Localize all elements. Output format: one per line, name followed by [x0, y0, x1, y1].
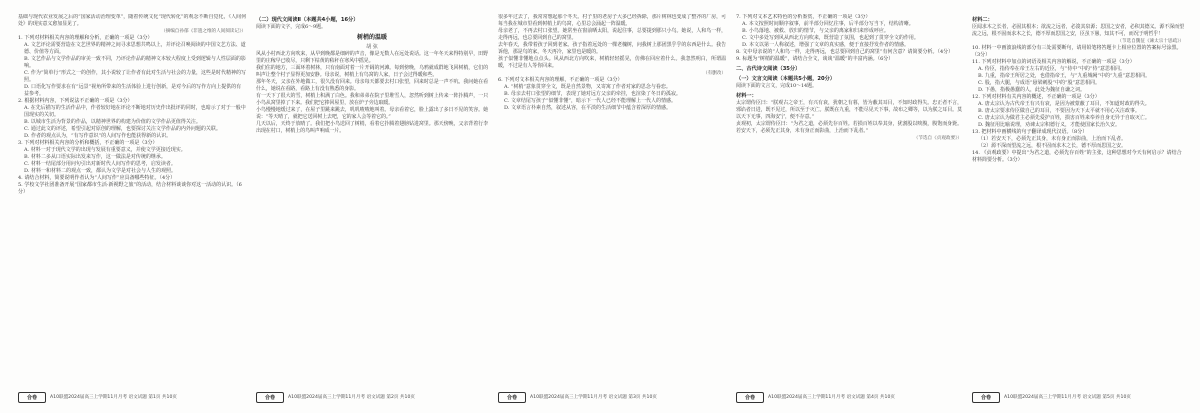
footer-text: A10联盟2024届高三上学期11月月考 语文试题 第3页 共10页 — [530, 395, 657, 400]
passage-paragraph: 那年冬天，父亲在外地做工，很久没有回来。母亲每天都要去村口张望，回来时总是一声不吭。我问她在看什么，她说在看路，看路上有没有熟悉的身影。 — [256, 79, 488, 92]
option-a: A. 文艺评论需要营造在文艺世界的精神之间寻求思想共鸣以上，并评论召唤阅读的中国文艺方法、道德、价值等方面。 — [24, 42, 246, 55]
section-heading: 二、古代诗文阅读（35分） — [736, 66, 801, 72]
option-d: D. 口语化写作要求在有“远景”视角所带来的生活体验上进行创新，是对今后的写作方向上提供的有益参考。 — [24, 84, 242, 97]
question-3: 3. 下列对材料相关内容的分析和概括，不正确的一项是（3分） — [18, 140, 158, 146]
footer-text: A10联盟2024届高三上学期11月月考 语文试题 第4页 共10页 — [768, 395, 895, 400]
option-c: C. 股，指大腿，与成语“悬梁刺股”中的“股”意思相同。 — [978, 80, 1101, 86]
page-footer — [972, 392, 1131, 402]
page-footer — [18, 392, 177, 402]
footer-text: A10联盟2024届高三上学期11月月考 语文试题 第1页 共10页 — [50, 395, 177, 400]
passage-title: 树梢的温暖 — [356, 34, 387, 41]
option-b: B. 以城市生活为背景的作品，以精神世界的构建为价值的文学作品更值得关注。 — [24, 119, 201, 125]
page-footer — [498, 392, 657, 402]
option-d: D. 文章语言朴素自然，叙述从容，在平淡的生活细节中蕴含着深厚的情感。 — [504, 105, 672, 111]
passage-paragraph: 孩子似懂非懂地点点头。风从西北方向吹来，树梢轻轻摇晃，仿佛在回应着什么。我忽然明白，所谓温暖，不过是有人等你回来。 — [498, 56, 726, 69]
option-c: C. 作为“简单行”形式之一的创作，其小说较了让作者有此对生活与社会的力量，这些是时代精神的写照。 — [24, 70, 246, 83]
passage-text: 基础与现代农业发展之后的“国家活动治理变革”，随着传统文化“现代转化”的观念不断自觉化，《人间何处》的现实意义愈加显见了。 — [18, 14, 246, 27]
exam-logo: 合卷 — [498, 392, 526, 403]
question-7: 7. 下列对文本艺术特色的分析鉴赏，不正确的一项是（3分） — [736, 14, 871, 20]
section-instruction: 阅读下面的文字，完成6～9题。 — [256, 24, 326, 30]
passage-paragraph: 有一天下了很大的雪，树梢上积满了白色。我和弟弟在院子里堆雪人，忽然听到树上传来一阵扑腾声，一只小鸟从窝里掉了下来。我们把它捧回屋里，放在炉子旁边取暖。 — [256, 93, 488, 106]
passage-paragraph: 很多年过去了，我常常想起那个冬天。村子里的老房子大多已经拆除，那片树林也变成了整齐的厂房，可每当我在城市里看到树梢上的鸟窝，心里总会涌起一阵温暖。 — [498, 14, 726, 27]
option-b: B. 小鸟落地、被救、放归的情节，与父亲的离家和归来形成呼应。 — [742, 28, 889, 34]
option-d: D. 材料一和材料二的观点一致，都认为文学是对社会与人生的观照。 — [24, 168, 177, 174]
question-6: 6. 下列对文本相关内容的理解，不正确的一项是（3分） — [498, 77, 623, 83]
question-12: 12. 下列对材料有关内容的概述，不正确的一项是（3分） — [972, 94, 1100, 100]
option-b: B. 母亲去村口张望的细节，表现了她对远方父亲的牵挂，也渲染了冬日的孤寂。 — [504, 91, 681, 97]
page-3 — [498, 14, 726, 390]
option-c: C. 材料一结尾部分用问句引出对新时代人间写作的思考，启发读者。 — [24, 161, 176, 167]
page-1 — [18, 14, 246, 390]
page-footer — [736, 392, 895, 402]
option-d: D. 作者的观点认为，“有写作意识”的人间写作也能获得新的认识。 — [24, 133, 172, 139]
passage-paragraph: 风从小村西北方向吹来，从早到晚都是细碎的声音，像是无数人在远处说话。这一年冬天来得特别早，田野里的庄稼早已收尽，只剩下枯黄的秸秆在寒风中摇晃。 — [256, 51, 488, 64]
option-a: A. “树梢”意象贯穿全文，既是自然景物，又寄寓了作者对家的思念与眷恋。 — [504, 84, 671, 90]
option-a: A. 侍臣，指侍奉在帝王左右的近臣，与“侍中”中的“侍”意思相同。 — [978, 66, 1126, 72]
question-5: 5. 学校文学社团准备开展“国家都市生活·新视野之旅”的活动，结合材料谈谈你对这一活动的认识。（6分） — [18, 182, 242, 195]
section-heading: （二）现代文阅读Ⅱ（本题共4小题，16分） — [256, 17, 359, 23]
question-11: 11. 下列对材料中加点的词语及相关内容的解说，不正确的一项是（3分） — [972, 59, 1135, 65]
option-b: B. 材料二多从口语实际出发来写作，这一做法是对传统的继承。 — [24, 154, 166, 160]
option-c: C. 通过此文的评述，希望引起对原创的理解，也要探讨关注文学作品的内外问题的关联。 — [24, 126, 221, 132]
option-c: C. 文中多处写到风从西北方向吹来，既营造了氛围，也起到了贯穿全文的作用。 — [742, 35, 919, 41]
exam-logo: 合卷 — [256, 392, 284, 403]
passage-paragraph: 几天以后，天终于放晴了。我们把小鸟送回了树梢，看着它扑腾着翅膀钻进窝里。那天傍晚，父亲背着行李出现在村口，树梢上的鸟叫声响成一片。 — [256, 121, 488, 134]
section-instruction: 阅读下面的文言文，完成10～14题。 — [736, 83, 817, 89]
question-13: 13. 把材料中画横线的句子翻译成现代汉语。（8分） — [972, 129, 1088, 135]
classical-text: 贞观初，太宗谓侍臣曰：“为君之道，必须先存百姓。若损百姓以奉其身，犹割股以啖腹，腹饱而身毙。若安天下，必须先正其身，未有身正而影曲，上治而下乱者。” — [736, 121, 962, 134]
exam-logo: 合卷 — [972, 392, 1000, 403]
source-note: （节选自《贞观政要》） — [913, 136, 962, 141]
footer-text: A10联盟2024届高三上学期11月月考 语文试题 第5页 共10页 — [1004, 395, 1131, 400]
passage-paragraph: 去年春天，我带着孩子回到老家。孩子指着远处的一棵老槐树，问我树上那团黑乎乎的东西是什么。我告诉他，那是鸟的家，冬天再冷，家里也是暖的。 — [498, 42, 726, 55]
passage-author: 胡 弦 — [366, 44, 378, 50]
option-b: B. 九重，指帝王所居之处，也借指帝王，与“九重城阙”中的“九重”意思相同。 — [978, 73, 1151, 79]
source-note: （有删改） — [703, 71, 726, 76]
exam-logo: 合卷 — [18, 392, 46, 403]
page-footer — [256, 392, 415, 402]
option-c: C. 文章结尾写孩子“似懂非懂”，暗示下一代人已经不能理解上一代人的情感。 — [504, 98, 676, 104]
question-9: 9. 标题为“树梢的温暖”，请结合全文，谈谈“温暖”的丰富内涵。（6分） — [736, 56, 894, 62]
exam-logo: 合卷 — [736, 392, 764, 403]
footer-text: A10联盟2024届高三上学期11月月考 语文试题 第2页 共10页 — [288, 395, 415, 400]
option-d: D. 本文以第一人称叙述，增强了文章的真实感，便于直接抒发作者的情感。 — [742, 42, 910, 48]
classical-text: 太宗谓侍臣曰：“朕观古之帝王，有兴有衰，犹朝之有暮，皆为蔽其耳目，不知时政得失。忠正者不言，邪谄者日进，既不见过，所以至于灭亡。朕既在九重，不能尽见天下事，故布之卿等，以为朕之耳目。莫以天下无事，四海安宁，便不存意。” — [736, 100, 962, 120]
question-10: 10. 材料一中画波浪线的部分有三处需要断句，请用铅笔将答题卡上相应位置的答案标号涂黑。（3分） — [972, 45, 1182, 58]
option-b: B. 唐太宗要求侍臣做自己的耳目，不要因为天下太平就不用心关注政事。 — [978, 108, 1140, 114]
passage-paragraph: 我们住的地方，三面环着树林，只有南面对着一片开阔的河滩。每到傍晚，乌鸦就成群地飞回树梢，它们的叫声让整个村子显得更加安静。母亲说，树梢上有鸟窝的人家，日子会过得暖和些。 — [256, 65, 488, 78]
page-4 — [736, 14, 962, 390]
option-a: A. 唐太宗认为古代帝王有兴有衰，是因为被蒙蔽了耳目，不知道时政的得失。 — [978, 101, 1150, 107]
option-d: D. 下愚，指极愚蠢的人，此处为魏征自谦之词。 — [978, 87, 1086, 93]
material-heading: 材料二： — [972, 17, 993, 23]
source-note: （摘编自孙郁《非遗之维的人间阅读记》） — [161, 29, 246, 34]
option-b: B. 文艺作品与文学作品的审美一致不同，乃评论作品的精神文本较大程度上受到逻辑与人性层面的影响。 — [24, 56, 246, 69]
question-4: 4. 请结合材料，简要说明作者认为“人间写作”应具备哪些特征。（4分） — [18, 175, 176, 181]
option-d: D. 魏征用比喻说理，劝谏太宗积德行义，才能使国家长治久安。 — [978, 122, 1121, 128]
source-note: （节选自魏征《谏太宗十思疏》） — [1117, 39, 1184, 44]
classical-text: 臣闻求木之长者，必固其根本；欲流之远者，必浚其泉源；思国之安者，必积其德义。源不深而望流之远，根不固而求木之长，德不厚而思国之安，臣虽下愚，知其不可，而况于明哲乎！ — [972, 24, 1184, 37]
question-2: 2. 根据材料内容，下列说法不正确的一项是（3分） — [18, 98, 133, 104]
option-a: A. 本文按照时间顺序叙事，前半部分回忆往事，后半部分写当下，结构清晰。 — [742, 21, 914, 27]
page-2 — [256, 14, 488, 390]
subquestion: （2）源不深而望流之远，根不固而求木之长，德不厚而思国之安。 — [978, 143, 1127, 149]
subsection-heading: （一）文言文阅读（本题共5小题，20分） — [736, 76, 836, 82]
page-5 — [972, 14, 1184, 390]
passage-paragraph: 母亲老了，不再去村口张望。她常坐在窗前晒太阳，说起往事，总要提到那只小鸟。她说，人和鸟一样，走得再远，也总要回到自己的窝里。 — [498, 28, 726, 41]
option-a: A. 在先后描写的生活作品中，作者较好地在评论不断地对历史作出批评的同时，也暗示了对于一般中国现实的关切。 — [24, 105, 246, 118]
question-14: 14. 《贞观政要》中提出“为君之道，必须先存百姓”的主张，这种思想对今天有何启示？请结合材料简要分析。（3分） — [972, 150, 1182, 163]
passage-paragraph: 小鸟慢慢地缓过来了，在屋子里跳来跳去，叽叽喳喳地叫着。母亲看着它，脸上露出了多日不见的笑容。她说：“等天晴了，就把它送回树上去吧，它的家人会等着它的。” — [256, 107, 488, 120]
option-c: C. 唐太宗认为做君主必须先爱护百姓，损害百姓来奉养自身无异于自取灭亡。 — [978, 115, 1150, 121]
material-heading: 材料一： — [736, 93, 757, 99]
option-a: A. 材料一对于现代文学的出现与发展有重要意义，并使文学更接近现实。 — [24, 147, 186, 153]
subquestion: （1）若安天下，必须先正其身，未有身正而影曲，上治而下乱者。 — [978, 136, 1127, 142]
question-1: 1. 下列对材料相关内容的理解和分析，正确的一项是（3分） — [18, 35, 153, 41]
question-8: 8. 文中母亲说的“人和鸟一样，走得再远，也总要回到自己的窝里”有何含意？请简要分析。（4分） — [736, 49, 954, 55]
